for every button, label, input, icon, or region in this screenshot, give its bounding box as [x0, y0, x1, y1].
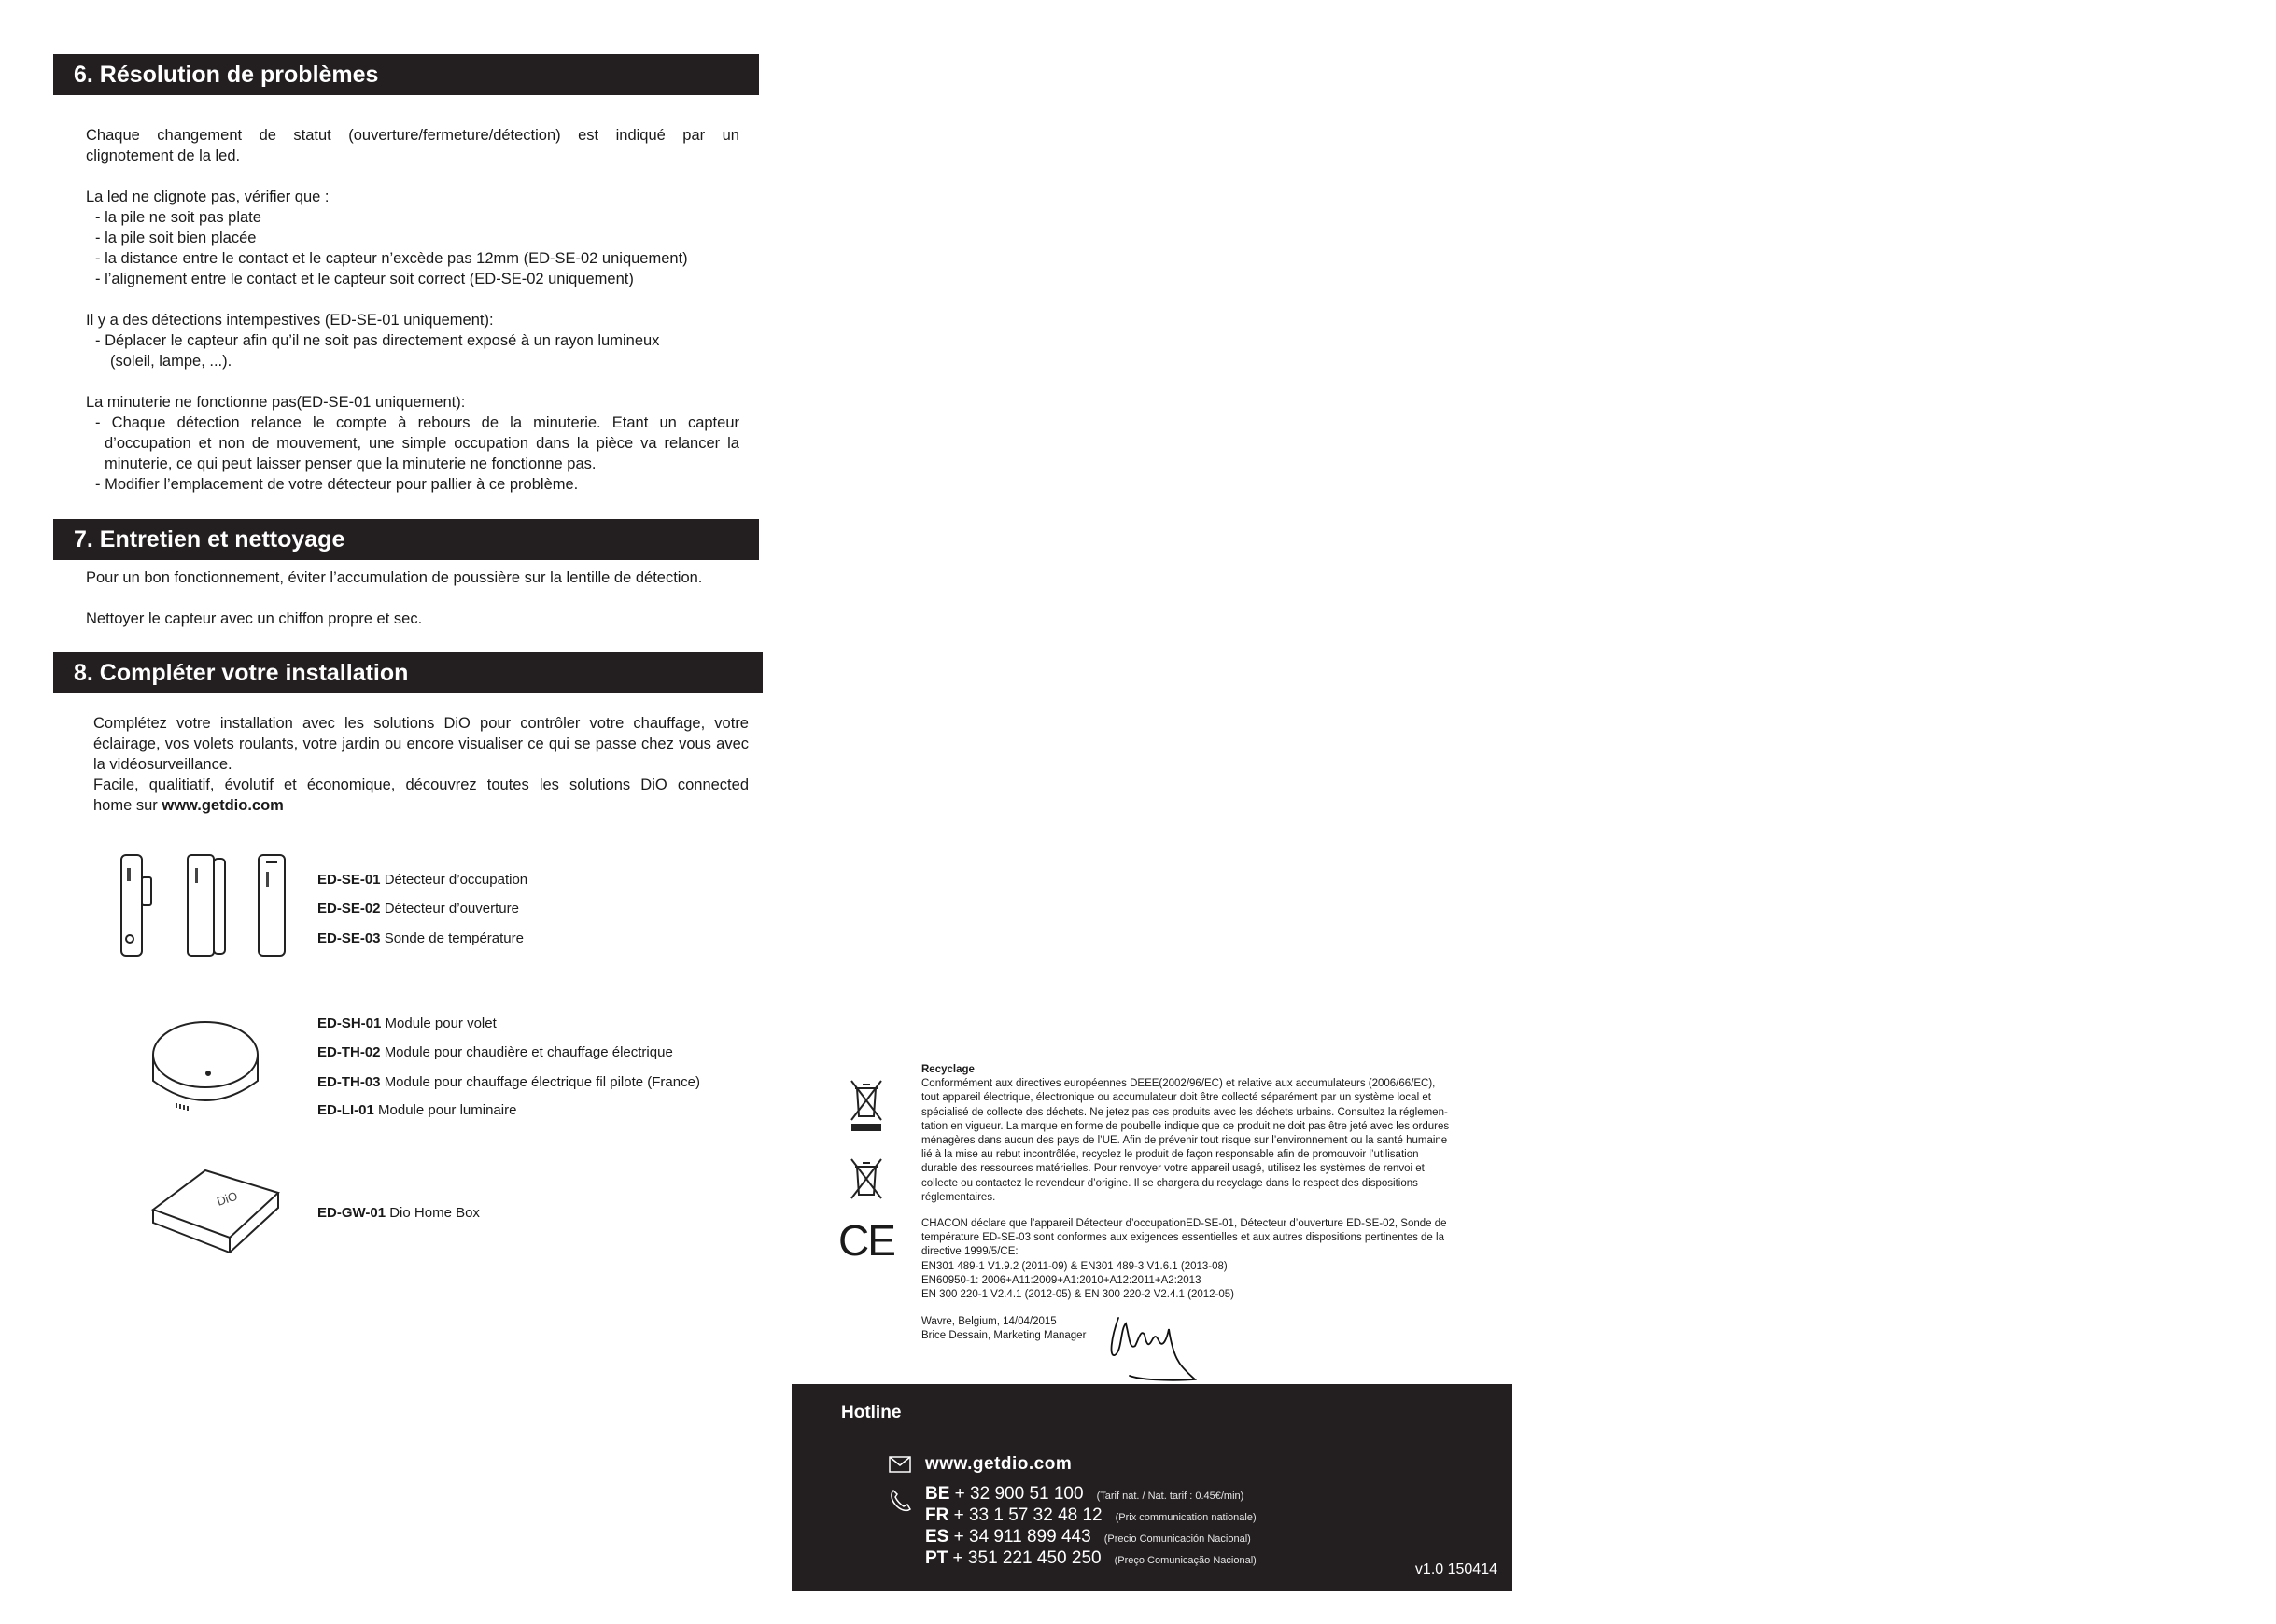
phone-row-pt [925, 1548, 1257, 1569]
signatory: Brice Dessain, Marketing Manager [921, 1330, 1087, 1342]
phone-note: (Preço Comunicação Nacional) [1114, 1555, 1257, 1566]
install-p1-line-1: Complétez votre installation avec les solutions DiO pour contrôler votre chauffage, votre [93, 715, 749, 732]
product-ed-sh-01 [317, 1015, 497, 1033]
maintenance-line-1: Pour un bon fonctionnement, éviter l’accumulation de poussière sur la lentille de détection. [86, 569, 703, 586]
product-ed-se-03 [317, 930, 524, 948]
led-item: - l’alignement entre le contact et le capteur soit correct (ED-SE-02 uniquement) [95, 271, 634, 287]
install-p2-line-2 [93, 795, 749, 816]
product-code: ED-TH-03 [317, 1074, 381, 1090]
sensors-illustration [117, 849, 299, 961]
section-6-title: 6. Résolution de problèmes [74, 62, 379, 88]
country-code: ES [925, 1527, 949, 1547]
product-code: ED-SH-01 [317, 1015, 382, 1031]
country-code: BE [925, 1484, 950, 1504]
phone-icon [888, 1488, 914, 1514]
timer-item-1-line-1: - Chaque détection relance le compte à rebours de la minuterie. Etant un capteur [95, 414, 739, 431]
country-code: PT [925, 1548, 948, 1568]
hotline-panel [792, 1384, 1512, 1591]
product-ed-th-03 [317, 1073, 700, 1092]
product-ed-se-02 [317, 900, 519, 918]
recycling-line: collecte ou contactez le revendeur d’origine. Il se chargera du recyclage dans le respect des dispositions [921, 1177, 1418, 1189]
phone-note: (Prix communication nationale) [1115, 1512, 1257, 1523]
phone-number: + 351 221 450 250 [948, 1548, 1102, 1568]
recycling-line: ménagères dans aucun des pays de l’UE. Afin de prévenir tout risque sur l’environnement ou la santé humaine [921, 1135, 1448, 1147]
envelope-icon [888, 1454, 912, 1475]
product-code: ED-GW-01 [317, 1205, 386, 1221]
maintenance-line-2: Nettoyer le capteur avec un chiffon propre et sec. [86, 610, 423, 627]
detect-heading: Il y a des détections intempestives (ED-SE-01 uniquement): [86, 312, 494, 329]
phone-row-be [925, 1484, 1243, 1505]
hotline-title: Hotline [841, 1403, 902, 1422]
led-heading: La led ne clignote pas, vérifier que : [86, 189, 330, 205]
timer-item-2: - Modifier l’emplacement de votre détecteur pour pallier à ce problème. [95, 476, 579, 493]
section-8-title: 8. Compléter votre installation [74, 660, 409, 686]
section-8-header [53, 652, 763, 693]
timer-heading: La minuterie ne fonctionne pas(ED-SE-01 uniquement): [86, 394, 466, 411]
box-logo-text: DiO [215, 1188, 240, 1209]
place-date: Wavre, Belgium, 14/04/2015 [921, 1316, 1057, 1327]
country-code: FR [925, 1505, 949, 1525]
phone-number: + 32 900 51 100 [949, 1484, 1084, 1504]
product-name: Module pour chauffage électrique fil pilote (France) [384, 1074, 700, 1090]
declaration-line: EN60950-1: 2006+A11:2009+A1:2010+A12:2011+A2:2013 [921, 1274, 1201, 1286]
led-item: - la pile ne soit pas plate [95, 209, 261, 226]
product-code: ED-TH-02 [317, 1044, 381, 1060]
phone-row-fr [925, 1505, 1257, 1526]
recycling-block [921, 1063, 1454, 1205]
install-p1-line-3: la vidéosurveillance. [93, 756, 232, 773]
recycling-title: Recyclage [921, 1064, 975, 1075]
detect-item-line-2: (soleil, lampe, ...). [110, 353, 232, 370]
timer-item-1-line-3: minuterie, ce qui peut laisser penser que la minuterie ne fonctionne pas. [105, 455, 597, 472]
handwritten-signature [1102, 1301, 1204, 1385]
phone-row-es [925, 1527, 1251, 1547]
led-item: - la distance entre le contact et le capteur n’excède pas 12mm (ED-SE-02 uniquement) [95, 250, 688, 267]
product-name: Détecteur d’occupation [384, 872, 528, 888]
product-code: ED-SE-03 [317, 931, 381, 946]
declaration-block [921, 1217, 1463, 1302]
declaration-line: directive 1999/5/CE: [921, 1246, 1019, 1258]
signature-caption [921, 1315, 1086, 1343]
website-link[interactable]: www.getdio.com [162, 797, 284, 814]
section-6-header [53, 54, 759, 95]
section-7-title: 7. Entretien et nettoyage [74, 526, 345, 553]
section-7-header [53, 519, 759, 560]
phone-note: (Tarif nat. / Nat. tarif : 0.45€/min) [1096, 1491, 1244, 1502]
section-8-body [93, 713, 749, 816]
phone-number: + 34 911 899 443 [948, 1527, 1091, 1547]
phone-number: + 33 1 57 32 48 12 [948, 1505, 1103, 1525]
section-6-body [86, 125, 739, 495]
product-code: ED-LI-01 [317, 1102, 374, 1118]
declaration-line: CHACON déclare que l’appareil Détecteur d’occupationED-SE-01, Détecteur d’ouverture ED-SE-02, Sonde de [921, 1218, 1447, 1229]
product-name: Module pour luminaire [378, 1102, 517, 1118]
recycling-line: durable des ressources matérielles. Pour renvoyer votre appareil usagé, utilisez les systèmes de renvoi et [921, 1163, 1425, 1175]
product-name: Module pour volet [385, 1015, 497, 1031]
declaration-line: EN301 489-1 V1.9.2 (2011-09) & EN301 489-3 V1.6.1 (2013-08) [921, 1260, 1228, 1272]
home-box-illustration [148, 1165, 283, 1258]
product-name: Sonde de température [384, 931, 524, 946]
detect-item-line-1: - Déplacer le capteur afin qu’il ne soit pas directement exposé à un rayon lumineux [95, 332, 660, 349]
module-illustration [149, 1017, 261, 1120]
declaration-line: température ED-SE-03 sont conformes aux exigences essentielles et aux autres dispositions pertinentes de la [921, 1232, 1444, 1244]
declaration-line: EN 300 220-1 V2.4.1 (2012-05) & EN 300 220-2 V2.4.1 (2012-05) [921, 1289, 1234, 1301]
product-name: Détecteur d’ouverture [384, 901, 519, 917]
recycling-line: lié à la mise au rebut incontrôlée, recyclez le produit de façon responsable afin de promouvoir l’utilisation [921, 1149, 1419, 1161]
product-ed-gw-01 [317, 1204, 480, 1223]
product-name: Module pour chaudière et chauffage électrique [384, 1044, 673, 1060]
product-code: ED-SE-02 [317, 901, 381, 917]
recycling-line: spécialisé de collecte des déchets. Ne jetez pas ces produits avec les déchets urbains. Consultez la réglemen- [921, 1106, 1448, 1118]
recycling-line: Conformément aux directives européennes DEEE(2002/96/EC) et relative aux accumulateurs (2006/66/EC), [921, 1078, 1436, 1090]
weee-bin-battery-icon [848, 1077, 885, 1135]
version-label: v1.0 150414 [1414, 1561, 1497, 1577]
recycling-line: tout appareil électrique, électronique ou accumulateur doit être collecté séparément par un système local et [921, 1092, 1431, 1104]
section-7-body [86, 567, 758, 629]
recycling-line: réglementaires. [921, 1191, 996, 1203]
timer-item-1-line-2: d’occupation et non de mouvement, une simple occupation dans la pièce va relancer la [105, 435, 739, 452]
product-ed-th-02 [317, 1043, 673, 1062]
install-p1-line-2: éclairage, vos volets roulants, votre jardin ou encore visualiser ce qui se passe chez vous avec [93, 735, 749, 752]
product-ed-se-01 [317, 871, 527, 889]
product-code: ED-SE-01 [317, 872, 381, 888]
install-p2-line-1: Facile, qualitiatif, évolutif et économique, découvrez toutes les solutions DiO connected [93, 777, 749, 793]
phone-note: (Precio Comunicación Nacional) [1103, 1533, 1251, 1545]
intro-line-2: clignotement de la led. [86, 147, 241, 164]
led-item: - la pile soit bien placée [95, 230, 257, 246]
product-name: Dio Home Box [389, 1205, 480, 1221]
install-p2-prefix: home sur [93, 797, 162, 814]
product-ed-li-01 [317, 1101, 516, 1120]
intro-line-1: Chaque changement de statut (ouverture/fermeture/détection) est indiqué par un [86, 127, 739, 144]
hotline-website[interactable]: www.getdio.com [925, 1454, 1073, 1474]
ce-mark-icon: CE [838, 1216, 894, 1265]
recycling-line: tation en vigueur. La marque en forme de poubelle indique que ce produit ne doit pas être jeté avec les ordures [921, 1120, 1450, 1132]
weee-bin-icon [848, 1155, 885, 1200]
